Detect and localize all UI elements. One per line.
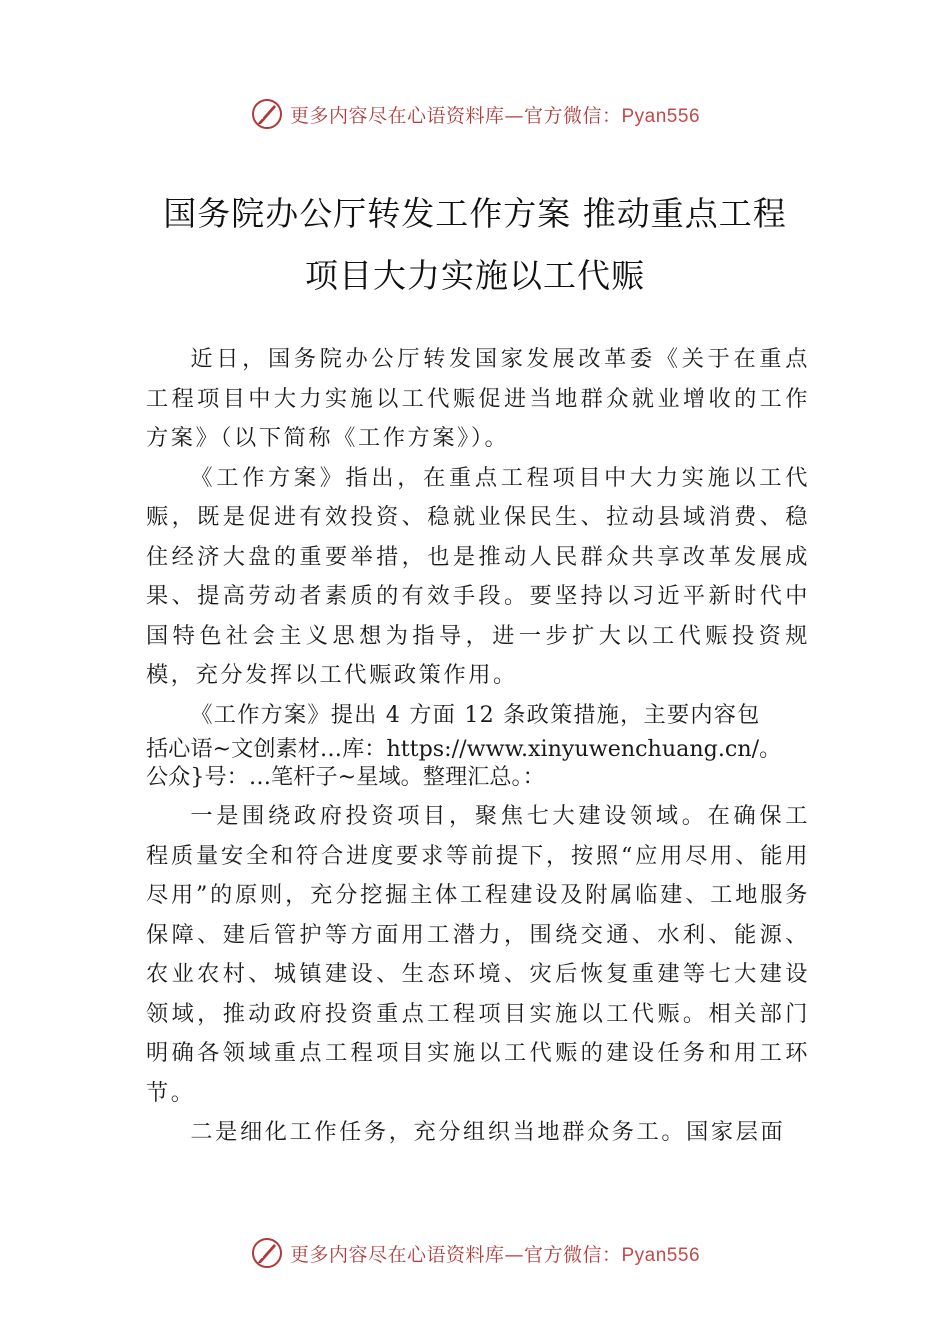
watermark-separator: — xyxy=(504,1243,524,1266)
watermark-banner-bottom xyxy=(0,1233,950,1273)
watermark-text xyxy=(290,1240,700,1267)
document-title xyxy=(60,183,890,307)
watermark-text xyxy=(290,101,700,128)
inserted-account-line: 公众}号：…笔杆子~星域。整理汇总。： xyxy=(146,764,545,790)
document-body xyxy=(146,340,810,1153)
paragraph-point-one: 一是围绕政府投资项目，聚焦七大建设领域。在确保工程质量安全和符合进度要求等前提下，按照“应用尽用、能用尽用”的原则，充分挖掘主体工程建设及附属临建、工地服务保障、建后管护等方面用工潜力，围绕交通、水利、能源、农业农村、城镇建设、生态环境、灾后恢复重建等七大建设领域，推动政府投资重点工程项目实施以工代赈。相关部门明确各领域重点工程项目实施以工代赈的建设任务和用工环节。 xyxy=(146,803,810,1106)
quill-pen-logo-icon xyxy=(250,1236,284,1270)
title-line-2: 项目大力实施以工代赈 xyxy=(305,256,645,295)
watermark-banner-top xyxy=(0,94,950,134)
paragraph-intro: 近日，国务院办公厅转发国家发展改革委《关于在重点工程项目中大力实施以工代赈促进当地群众就业增收的工作方案》（以下简称《工作方案》）。 xyxy=(146,346,810,451)
watermark-wechat-id: Pyan556 xyxy=(621,105,701,127)
watermark-wechat-id: Pyan556 xyxy=(621,1244,701,1266)
quill-pen-logo-icon xyxy=(250,97,284,131)
paragraph-point-two: 二是细化工作任务，充分组织当地群众务工。国家层面 xyxy=(190,1119,786,1145)
watermark-site-text: 更多内容尽在心语资料库 xyxy=(289,104,505,127)
watermark-site-text: 更多内容尽在心语资料库 xyxy=(289,1243,505,1266)
paragraph-guidance: 《工作方案》指出，在重点工程项目中大力实施以工代赈，既是促进有效投资、稳就业保民生、拉动县域消费、稳住经济大盘的重要举措，也是推动人民群众共享改革发展成果、提高劳动者素质的有效手段。要坚持以习近平新时代中国特色社会主义思想为指导，进一步扩大以工代赈投资规模，充分发挥以工代赈政策作用。 xyxy=(146,464,810,688)
inserted-url-line: 括心语~文创素材…库：https://www.xinyuwenchuang.cn/。 xyxy=(146,736,782,762)
watermark-wechat-label: 官方微信： xyxy=(523,104,622,127)
paragraph-measures xyxy=(146,696,810,736)
title-line-1: 国务院办公厅转发工作方案 推动重点工程 xyxy=(163,194,787,233)
watermark-wechat-label: 官方微信： xyxy=(523,1243,622,1266)
paragraph-measures-text: 《工作方案》提出 4 方面 12 条政策措施，主要内容包 xyxy=(190,701,761,728)
watermark-separator: — xyxy=(504,104,524,127)
